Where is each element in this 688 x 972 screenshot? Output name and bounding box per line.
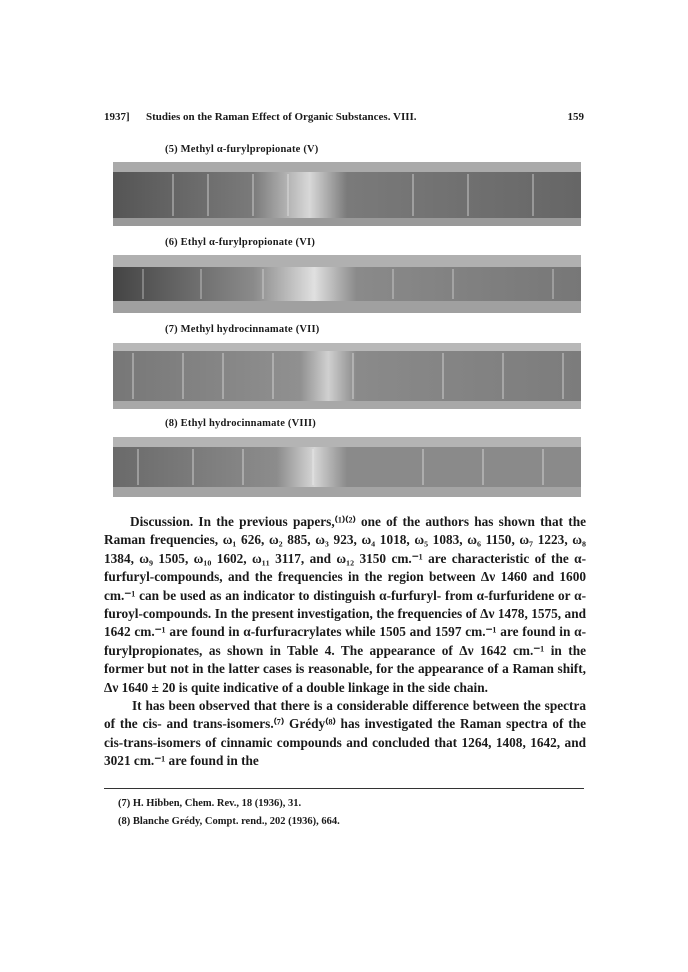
page-number: 159 [567, 111, 584, 123]
discussion-section [104, 513, 586, 771]
discussion-paragraph-1 [104, 513, 586, 697]
running-header [104, 111, 584, 127]
footnote-rule [104, 788, 584, 789]
header-year: 1937] [104, 111, 130, 123]
footnote-7: (7) H. Hibben, Chem. Rev., 18 (1936), 31. [118, 798, 302, 809]
discussion-paragraph-2: It has been observed that there is a considerable difference between the spectra of the cis- and trans-isomers.⁽⁷⁾ Grédy⁽⁸⁾ has investigated the Raman spectra of the cis-trans-isomers of cinnamic compounds and concluded that 1264, 1408, 1642, and 3021 cm.⁻¹ are found in the [104, 698, 586, 769]
discussion-heading: Discussion. [130, 514, 194, 529]
spectrum-plate-6 [113, 255, 581, 313]
spectrum-plate-5 [113, 162, 581, 226]
footnote-8: (8) Blanche Grédy, Compt. rend., 202 (1936), 664. [118, 816, 340, 827]
figure-caption-5: (5) Methyl α-furylpropionate (V) [165, 144, 319, 155]
figure-caption-8: (8) Ethyl hydrocinnamate (VIII) [165, 418, 316, 429]
discussion-paragraph-1-text: In the previous papers,⁽¹⁾⁽²⁾ one of the authors has shown that the Raman frequencies, ω₁ 626, ω₂ 885, ω₃ 923, ω₄ 1018, ω₅ 1083, ω₆ 1150, ω₇ 1223, ω₈ 1384, ω₉ 1505, ω₁₀ 1602, ω₁₁ 3117, and ω₁₂ 3150 cm.⁻¹ are characteristic of the α-furfuryl-compounds, and the frequencies in the region between Δν 1460 and 1600 cm.⁻¹ can be used as an indicator to distinguish α-furfuryl- from α-furfuridene or α-furoyl-compounds. In the present investigation, the frequencies of Δν 1478, 1575, and 1642 cm.⁻¹ are found in α-furfuracrylates while 1505 and 1597 cm.⁻¹ are found in α-furylpropionates, as shown in Table 4. The appearance of Δν 1642 cm.⁻¹ in the former but not in the latter cases is reasonable, for the appearance of a Raman shift, Δν 1640 ± 20 is quite indicative of a double linkage in the side chain. [104, 514, 586, 695]
spectrum-plate-8 [113, 437, 581, 497]
figure-caption-6: (6) Ethyl α-furylpropionate (VI) [165, 237, 316, 248]
spectrum-plate-7 [113, 343, 581, 409]
header-title: Studies on the Raman Effect of Organic Substances. VIII. [146, 111, 417, 123]
figure-caption-7: (7) Methyl hydrocinnamate (VII) [165, 324, 320, 335]
